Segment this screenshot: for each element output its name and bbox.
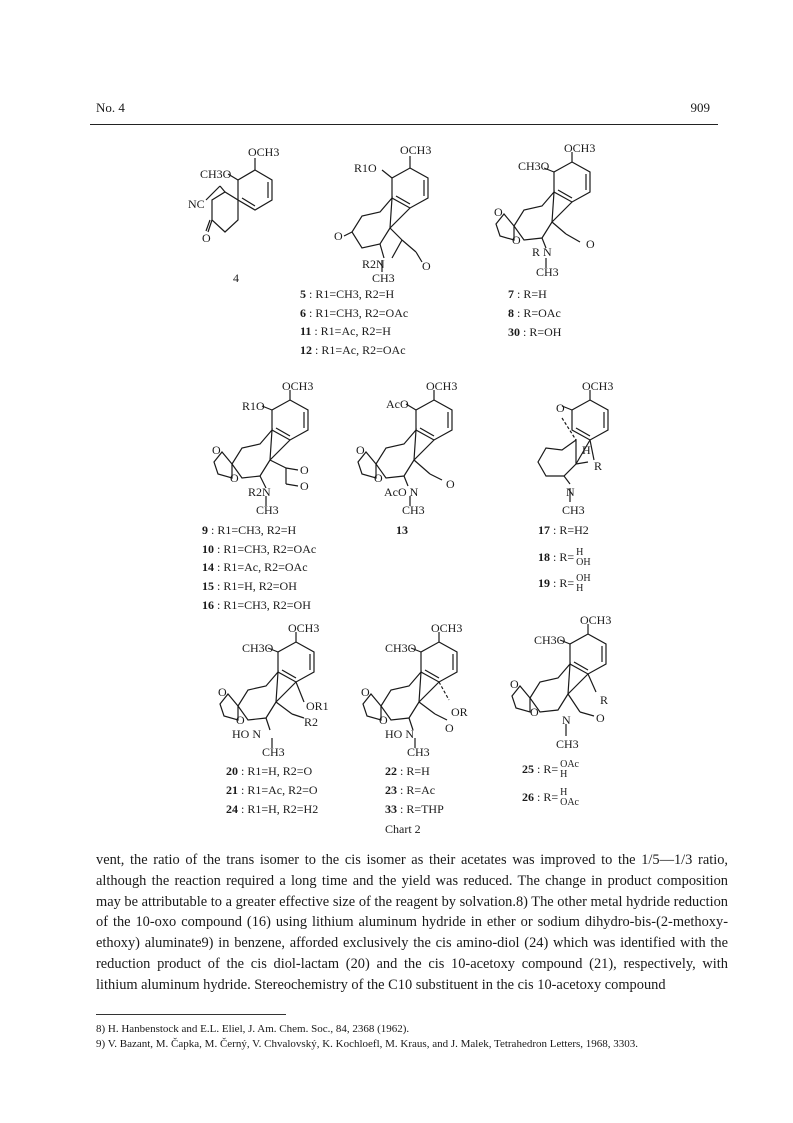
compound-24-label: 24 : R1=H, R2=H2 [226, 802, 319, 816]
struct-5-sub-1: R1O [354, 161, 377, 175]
struct-20-sub-5: HO N [232, 727, 261, 741]
compound-30-label: 30 : R=OH [508, 325, 562, 339]
struct-13-sub-6: CH3 [402, 503, 425, 517]
struct-25-sub-3: O [530, 705, 539, 719]
running-header-journal: No. 4 [96, 100, 125, 115]
compound-14-label: 14 : R1=Ac, R2=OAc [202, 560, 308, 574]
footnote-rule [96, 1014, 286, 1015]
struct-22-sub-1: CH3O [385, 641, 417, 655]
struct-20-sub-2: O [218, 685, 227, 699]
struct-20-sub-4: OR1 [306, 699, 329, 713]
body-paragraph [96, 850, 728, 996]
struct-25-sub-4: R [600, 693, 609, 707]
struct-17-sub-2: H [582, 443, 591, 457]
compound-25-label: 25 : R= OAc H [522, 759, 579, 780]
struct-4-sub-1: CH3O [200, 167, 232, 181]
compound-26-sub-bottom: OAc [560, 797, 579, 808]
struct-4-sub-2: NC [188, 197, 205, 211]
struct-7-sub-5: O [586, 237, 595, 251]
compound-25-sub-top: OAc [560, 759, 579, 770]
compound-25-sub-bottom: H [560, 769, 568, 780]
struct-20-sub-7: CH3 [262, 745, 285, 759]
compound-9-label: 9 : R1=CH3, R2=H [202, 523, 297, 537]
struct-17-sub-0: OCH3 [582, 379, 614, 393]
compound-6-label: 6 : R1=CH3, R2=OAc [300, 306, 409, 320]
compound-26-label: 26 : R= H OAc [522, 787, 579, 808]
struct-9-sub-3: O [230, 471, 239, 485]
struct-5-sub-2: O [334, 229, 343, 243]
compound-17-label: 17 : R=H2 [538, 523, 589, 537]
struct-9-sub-2: O [212, 443, 221, 457]
compound-16-label: 16 : R1=CH3, R2=OH [202, 598, 311, 612]
struct-20-sub-1: CH3O [242, 641, 274, 655]
struct-5-sub-4: R2N [362, 257, 385, 271]
compound-15-label: 15 : R1=H, R2=OH [202, 579, 297, 593]
struct-7-sub-2: O [494, 205, 503, 219]
struct-17-sub-3: R [594, 459, 603, 473]
structure-9-drawing [208, 378, 338, 518]
struct-22-sub-7: CH3 [407, 745, 430, 759]
struct-25-sub-1: CH3O [534, 633, 566, 647]
struct-7-sub-0: OCH3 [564, 141, 596, 155]
struct-13-sub-3: O [374, 471, 383, 485]
struct-7-sub-3: O [512, 233, 521, 247]
compound-21-label: 21 : R1=Ac, R2=O [226, 783, 318, 797]
struct-25-sub-7: CH3 [556, 737, 579, 751]
struct-13-sub-0: OCH3 [426, 379, 458, 393]
struct-20-sub-3: O [236, 713, 245, 727]
compound-26-sub-top: H [560, 787, 568, 798]
struct-5-sub-3: O [422, 259, 431, 273]
struct-20-sub-0: OCH3 [288, 621, 320, 635]
struct-7-sub-6: CH3 [536, 265, 559, 279]
struct-22-sub-0: OCH3 [431, 621, 463, 635]
struct-13-sub-5: O [446, 477, 455, 491]
struct-20-sub-6: R2 [304, 715, 319, 729]
struct-13-sub-2: O [356, 443, 365, 457]
structure-4-drawing [180, 140, 290, 290]
struct-4-sub-3: O [202, 231, 211, 245]
struct-9-sub-0: OCH3 [282, 379, 314, 393]
compound-19-sub-bottom: H [576, 583, 584, 594]
struct-4-sub-0: OCH3 [248, 145, 280, 159]
compound-19-sub-top: OH [576, 573, 591, 584]
compound-23-label: 23 : R=Ac [385, 783, 436, 797]
footnote-9: 9) V. Bazant, M. Čapka, M. Černý, V. Chvalovský, K. Kochloefl, M. Kraus, and J. Malek, Tetrahedron Letters, 1968, 3303. [96, 1038, 639, 1050]
compound-18-sub-bottom: OH [576, 557, 591, 568]
compound-11-label: 11 : R1=Ac, R2=H [300, 324, 391, 338]
struct-22-sub-3: O [379, 713, 388, 727]
structure-20-drawing [212, 620, 352, 760]
struct-22-sub-6: O [445, 721, 454, 735]
compound-33-label: 33 : R=THP [385, 802, 444, 816]
compound-12-label: 12 : R1=Ac, R2=OAc [300, 343, 406, 357]
struct-22-sub-2: O [361, 685, 370, 699]
structure-13-drawing [350, 378, 480, 538]
compound-10-label: 10 : R1=CH3, R2=OAc [202, 542, 317, 556]
struct-22-sub-5: HO N [385, 727, 414, 741]
struct-7-sub-1: CH3O [518, 159, 550, 173]
body-paragraph-text: vent, the ratio of the trans isomer to the cis isomer as their acetates was improved to the 1/5—1/3 ratio, although the reaction required a long time and the yield was reduced. The change in product composition may be attributable to a greater effective size of the reagent by solvation.8) The other metal hydride reduction of the 10-oxo compound (16) using lithium aluminum hydride in ether or sodium dihydro-bis-(2-methoxy-ethoxy) aluminate9) in benzene, afforded exclusively the cis amino-diol (24) which was identified with the reduction product of the cis diol-lactam (20) and the cis 10-acetoxy compound (21), respectively, with lithium aluminum hydride. Stereochemistry of the C10 substituent in the cis 10-acetoxy compound [96, 852, 728, 993]
footnote-8: 8) H. Hanbenstock and E.L. Eliel, J. Am. Chem. Soc., 84, 2368 (1962). [96, 1023, 410, 1035]
struct-5-sub-0: OCH3 [400, 143, 432, 157]
compound-22-label: 22 : R=H [385, 764, 430, 778]
struct-9-sub-1: R1O [242, 399, 265, 413]
struct-9-sub-7: CH3 [256, 503, 279, 517]
chart-caption: Chart 2 [385, 822, 421, 836]
struct-17-sub-5: CH3 [562, 503, 585, 517]
struct-25-sub-2: O [510, 677, 519, 691]
struct-17-sub-4: N [566, 485, 575, 499]
structure-22-drawing [355, 620, 485, 760]
struct-25-sub-6: O [596, 711, 605, 725]
compound-20-label: 20 : R1=H, R2=O [226, 764, 313, 778]
footnotes [96, 1022, 728, 1052]
struct-4-number: 4 [233, 271, 239, 285]
structure-17-drawing [518, 378, 638, 518]
header-rule [90, 124, 718, 125]
struct-13-sub-1: AcO [386, 397, 409, 411]
compound-7-label: 7 : R=H [508, 287, 547, 301]
structure-7-drawing [490, 140, 620, 280]
struct-25-sub-0: OCH3 [580, 613, 612, 627]
page-number: 909 [690, 100, 710, 115]
structure-5-drawing [330, 140, 470, 285]
struct-25-sub-5: N [562, 713, 571, 727]
struct-13-sub-4: AcO N [384, 485, 419, 499]
struct-5-sub-5: CH3 [372, 271, 395, 285]
struct-22-sub-4: OR [451, 705, 468, 719]
struct-9-sub-5: R2N [248, 485, 271, 499]
compound-8-label: 8 : R=OAc [508, 306, 561, 320]
compound-18-label: 18 : R= H OH [538, 547, 591, 568]
compound-18-sub-top: H [576, 547, 584, 558]
struct-13-number: 13 [396, 523, 408, 537]
struct-7-sub-4: R N [532, 245, 552, 259]
compound-5-label: 5 : R1=CH3, R2=H [300, 287, 395, 301]
struct-9-sub-4: O [300, 463, 309, 477]
struct-9-sub-6: O [300, 479, 309, 493]
compound-19-label: 19 : R= OH H [538, 573, 591, 594]
structure-25-drawing [500, 612, 640, 752]
struct-17-sub-1: O [556, 401, 565, 415]
